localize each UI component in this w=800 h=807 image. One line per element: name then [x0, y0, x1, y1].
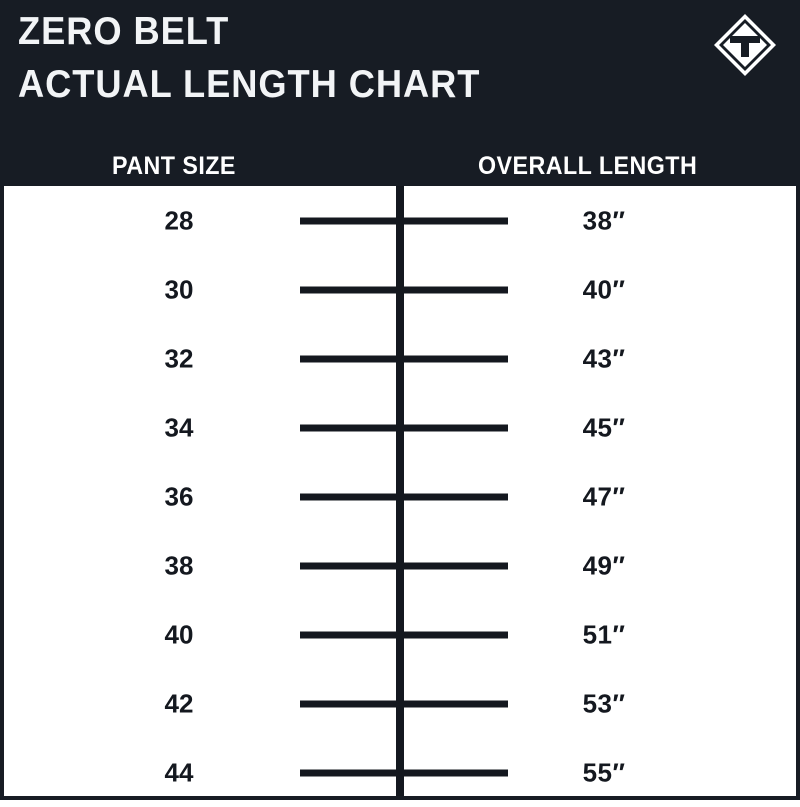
belt-strap-bar [300, 217, 508, 224]
table-row [4, 324, 796, 393]
table-row [4, 531, 796, 600]
brand-diamond-logo-icon [712, 12, 778, 78]
table-row [4, 738, 796, 807]
chart-body [4, 186, 796, 796]
pant-size-value: 30 [164, 274, 194, 304]
column-header-pant-size: PANT SIZE [112, 152, 236, 180]
title-line-1: ZERO BELT [18, 10, 230, 53]
table-row [4, 669, 796, 738]
overall-length-value: 55″ [582, 757, 626, 787]
table-row [4, 393, 796, 462]
chart-header [4, 4, 796, 186]
pant-size-value: 42 [164, 688, 194, 718]
belt-strap-bar [300, 424, 508, 431]
belt-strap-bar [300, 769, 508, 776]
belt-strap-bar [300, 562, 508, 569]
pant-size-value: 28 [164, 205, 194, 235]
pant-size-value: 32 [164, 343, 194, 373]
table-row [4, 186, 796, 255]
pant-size-value: 40 [164, 619, 194, 649]
pant-size-value: 38 [164, 550, 194, 580]
overall-length-value: 38″ [582, 205, 626, 235]
column-header-overall-length: OVERALL LENGTH [478, 152, 698, 180]
pant-size-value: 34 [164, 412, 194, 442]
overall-length-value: 51″ [582, 619, 626, 649]
overall-length-value: 53″ [582, 688, 626, 718]
table-row [4, 255, 796, 324]
table-row [4, 600, 796, 669]
belt-strap-bar [300, 631, 508, 638]
overall-length-value: 43″ [582, 343, 626, 373]
belt-strap-bar [300, 700, 508, 707]
pant-size-value: 44 [164, 757, 194, 787]
overall-length-value: 47″ [582, 481, 626, 511]
pant-size-value: 36 [164, 481, 194, 511]
belt-strap-bar [300, 355, 508, 362]
overall-length-value: 49″ [582, 550, 626, 580]
title-line-2: ACTUAL LENGTH CHART [18, 63, 481, 106]
belt-strap-bar [300, 286, 508, 293]
table-row [4, 462, 796, 531]
overall-length-value: 40″ [582, 274, 626, 304]
belt-strap-bar [300, 493, 508, 500]
page-title [18, 12, 515, 112]
overall-length-value: 45″ [582, 412, 626, 442]
